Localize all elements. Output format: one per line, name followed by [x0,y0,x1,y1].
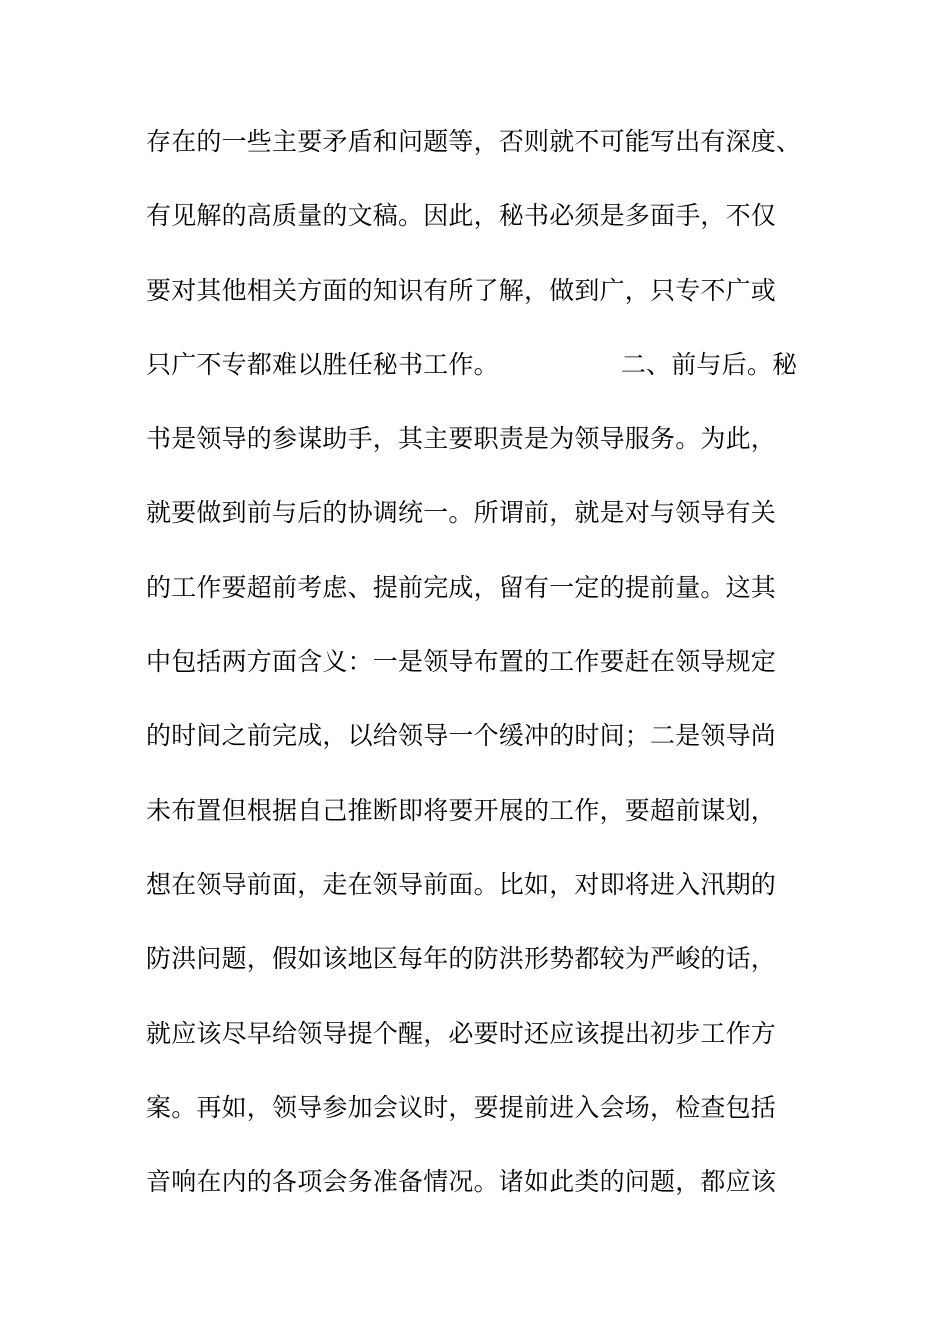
text-line: 就应该尽早给领导提个醒，必要时还应该提出初步工作方 [146,1018,777,1048]
text-line: 书是领导的参谋助手，其主要职责是为领导服务。为此， [146,424,777,454]
text-line: 音响在内的各项会务准备情况。诸如此类的问题，都应该 [146,1167,777,1197]
text-line: 想在领导前面，走在领导前面。比如，对即将进入汛期的 [146,869,777,899]
text-line: 防洪问题，假如该地区每年的防洪形势都较为严峻的话， [146,944,777,974]
section-heading: 二、前与后。秘 [620,349,798,379]
text-segment: 只广不专都难以胜任秘书工作。 [146,349,499,379]
text-line: 的时间之前完成，以给领导一个缓冲的时间；二是领导尚 [146,721,777,751]
text-line: 中包括两方面含义：一是领导布置的工作要赶在领导规定 [146,647,777,677]
text-line: 就要做到前与后的协调统一。所谓前，就是对与领导有关 [146,498,777,528]
text-line: 案。再如，领导参加会议时，要提前进入会场，检查包括 [146,1092,777,1122]
text-line: 要对其他相关方面的知识有所了解，做到广，只专不广或 [146,275,777,305]
text-line: 未布置但根据自己推断即将要开展的工作，要超前谋划， [146,795,777,825]
text-line: 存在的一些主要矛盾和问题等，否则就不可能写出有深度、 [146,127,802,156]
text-line: 的工作要超前考虑、提前完成，留有一定的提前量。这其 [146,572,777,602]
body-text [146,122,936,1236]
text-line [146,345,936,419]
text-line: 有见解的高质量的文稿。因此，秘书必须是多面手，不仅 [146,201,777,231]
